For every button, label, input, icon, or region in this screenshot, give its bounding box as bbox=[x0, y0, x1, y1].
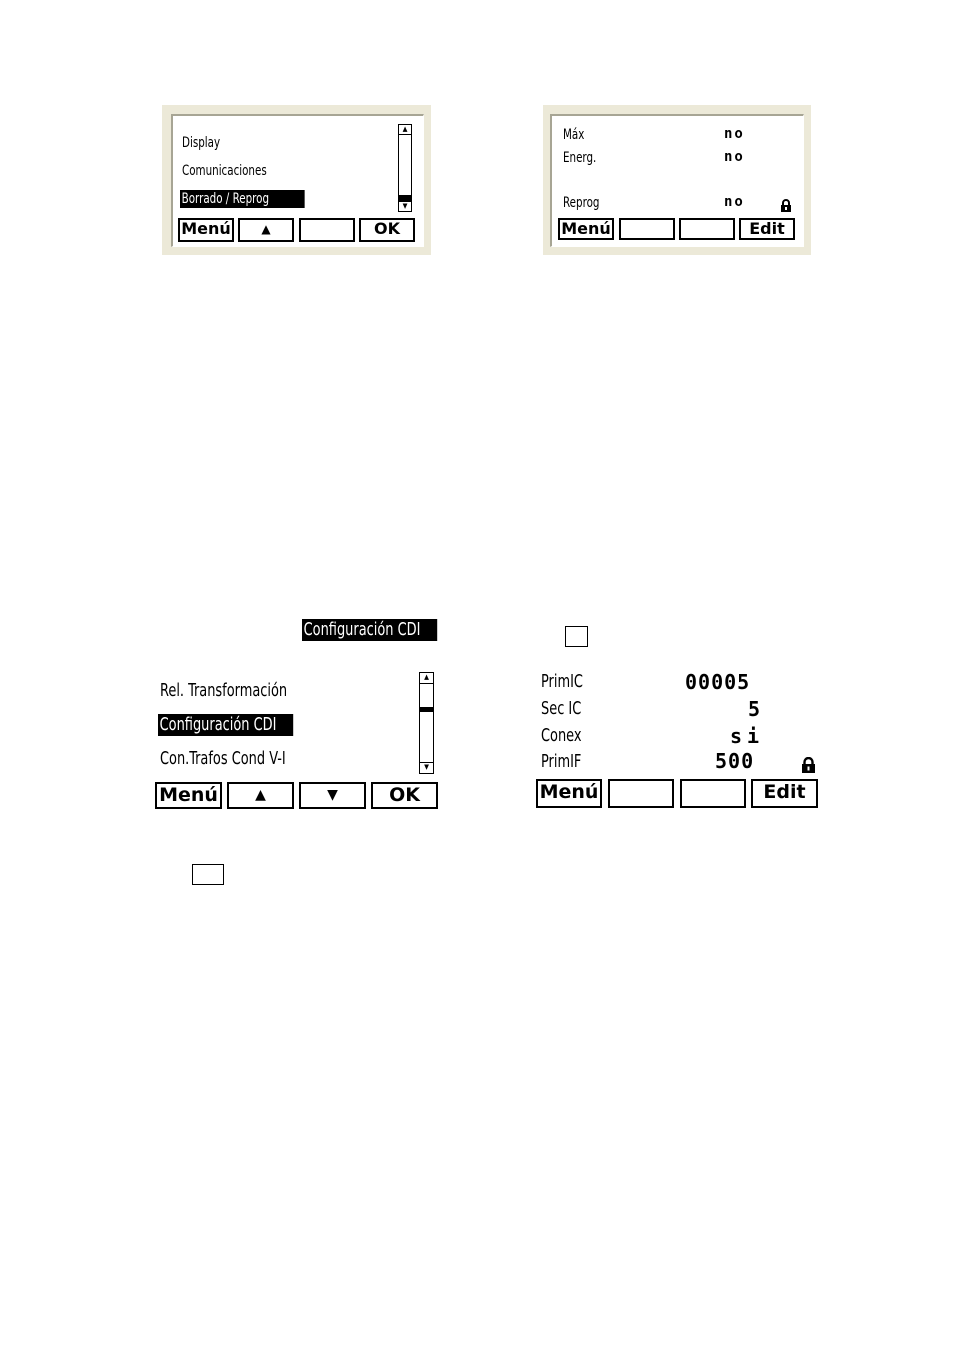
up-button[interactable]: ▲ bbox=[238, 218, 294, 242]
row-label-primif: PrimIF bbox=[541, 751, 582, 772]
scrollbar[interactable] bbox=[398, 124, 412, 212]
menu-button[interactable]: Menú bbox=[536, 779, 602, 808]
menu-screen-borrado bbox=[162, 105, 431, 255]
empty-softkey-button[interactable] bbox=[619, 218, 675, 240]
scroll-up-arrow-icon[interactable]: ▲ bbox=[399, 125, 411, 135]
row-label-secic: Sec IC bbox=[541, 698, 582, 719]
row-label-conex: Conex bbox=[541, 725, 582, 746]
empty-softkey-button[interactable] bbox=[680, 779, 746, 808]
row-value-reprog: no bbox=[724, 194, 745, 210]
scroll-down-arrow-icon[interactable]: ▼ bbox=[420, 762, 433, 773]
key-placeholder-box bbox=[565, 626, 588, 647]
down-button[interactable]: ▼ bbox=[299, 782, 366, 809]
menu-button[interactable]: Menú bbox=[155, 782, 222, 809]
menu-item-comunicaciones[interactable]: Comunicaciones bbox=[182, 163, 267, 179]
row-value-conex: si bbox=[730, 724, 765, 748]
row-value-max: no bbox=[724, 126, 745, 142]
lock-icon bbox=[800, 757, 817, 774]
ok-button[interactable]: OK bbox=[371, 782, 438, 809]
menu-button[interactable]: Menú bbox=[178, 218, 234, 242]
edit-button[interactable]: Edit bbox=[739, 218, 795, 240]
row-value-energ: no bbox=[724, 149, 745, 165]
empty-softkey-button[interactable] bbox=[679, 218, 735, 240]
edit-button[interactable]: Edit bbox=[751, 779, 818, 808]
row-label-energ: Energ. bbox=[563, 150, 597, 166]
menu-screen-configuracion bbox=[150, 660, 445, 815]
configuracion-cdi-label: Configuración CDI bbox=[302, 619, 437, 641]
menu-item-borrado-reprog-selected[interactable]: Borrado / Reprog bbox=[180, 190, 305, 208]
empty-softkey-button[interactable] bbox=[299, 218, 355, 242]
menu-item-display[interactable]: Display bbox=[182, 135, 221, 151]
scroll-thumb[interactable] bbox=[420, 707, 433, 712]
scroll-up-arrow-icon[interactable]: ▲ bbox=[420, 673, 433, 684]
ok-button[interactable]: OK bbox=[359, 218, 415, 242]
row-label-max: Máx bbox=[563, 127, 585, 143]
up-button[interactable]: ▲ bbox=[227, 782, 294, 809]
menu-button[interactable]: Menú bbox=[558, 218, 614, 240]
row-value-secic: 5 bbox=[748, 697, 762, 721]
row-label-reprog: Reprog bbox=[563, 195, 600, 211]
borrado-values-screen bbox=[543, 105, 811, 255]
scrollbar[interactable] bbox=[419, 672, 434, 774]
menu-item-configuracion-cdi-selected[interactable]: Configuración CDI bbox=[158, 714, 293, 736]
empty-softkey-button[interactable] bbox=[608, 779, 674, 808]
lock-icon bbox=[779, 199, 793, 213]
menu-item-con-trafos[interactable]: Con.Trafos Cond V-I bbox=[160, 748, 286, 769]
menu-item-rel-transformacion[interactable]: Rel. Transformación bbox=[160, 680, 288, 701]
key-placeholder-box bbox=[192, 864, 224, 885]
row-label-primic: PrimIC bbox=[541, 671, 583, 692]
configuracion-values-screen bbox=[530, 660, 825, 815]
row-value-primif: 500 bbox=[715, 749, 755, 773]
scroll-down-arrow-icon[interactable]: ▼ bbox=[399, 201, 411, 211]
row-value-primic: 00005 bbox=[685, 670, 751, 694]
